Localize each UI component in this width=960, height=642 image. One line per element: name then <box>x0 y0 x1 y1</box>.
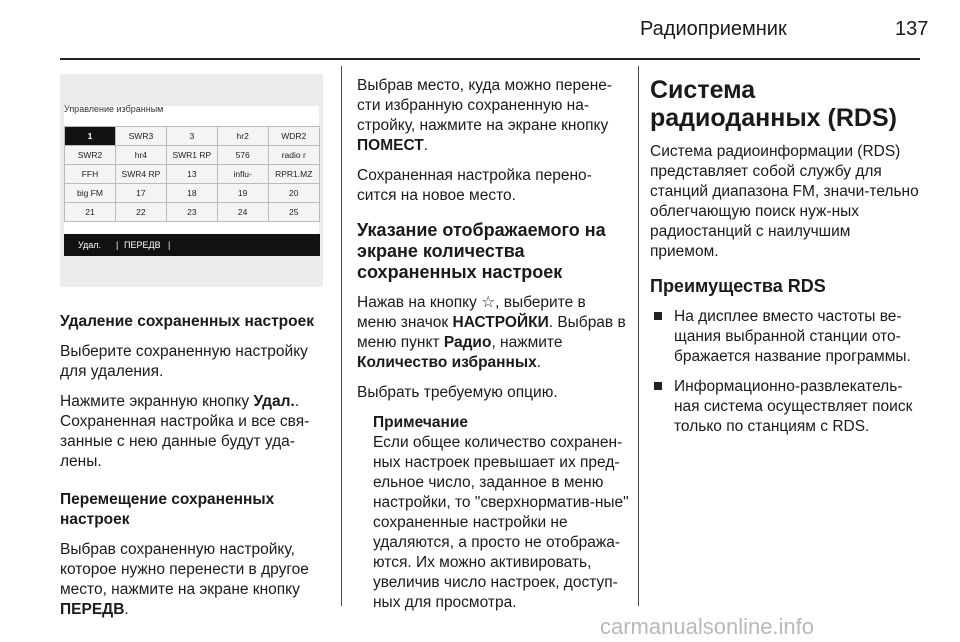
list-item: На дисплее вместо частоты ве-щания выбранной станции ото-бражается название программы. <box>650 307 922 367</box>
grid-cell: radio r <box>268 146 319 165</box>
grid-cell: 22 <box>115 203 166 222</box>
list-item: Информационно-развлекатель-ная система осуществляет поиск только по станциям с RDS. <box>650 377 922 437</box>
heading-rds: Система радиоданных (RDS) <box>650 76 897 132</box>
grid-cell: FFH <box>65 165 116 184</box>
paragraph: Система радиоинформации (RDS) представляет собой службу для станций диапазона FM, значи-тельно облегчающую поиск нуж-ных радиостанций с наилучшим приемом. <box>650 143 919 260</box>
grid-cell: hr4 <box>115 146 166 165</box>
bullet-icon <box>654 312 662 320</box>
grid-row <box>65 184 320 203</box>
column-1 <box>60 312 328 630</box>
grid-row <box>65 146 320 165</box>
page-number: 137 <box>895 18 929 40</box>
grid-row <box>65 203 320 222</box>
heading-count: Указание отображаемого на экране количества сохраненных настроек <box>357 220 606 282</box>
grid-cell: 24 <box>217 203 268 222</box>
advantages-list <box>650 307 922 437</box>
heading-delete: Удаление сохраненных настроек <box>60 313 314 330</box>
screenshot-title: Управление избранным <box>64 104 164 114</box>
heading-advantages: Преимущества RDS <box>650 276 826 296</box>
grid-cell: SWR4 RP <box>115 165 166 184</box>
grid-cell: hr2 <box>217 127 268 146</box>
grid-row <box>65 165 320 184</box>
screenshot-delete-label: Удал. <box>78 240 102 250</box>
grid-cell: 21 <box>65 203 116 222</box>
grid-cell: 13 <box>166 165 217 184</box>
paragraph: Сохраненная настройка перено-сится на новое место. <box>357 167 592 204</box>
grid-row <box>65 127 320 146</box>
note-box <box>357 413 629 613</box>
running-header-title: Радиоприемник <box>640 18 787 40</box>
grid-cell: 1 <box>65 127 116 146</box>
grid-cell: SWR3 <box>115 127 166 146</box>
star-icon: ☆ <box>481 294 496 311</box>
column-divider-2 <box>638 66 639 606</box>
column-2 <box>357 76 629 623</box>
grid-cell: 20 <box>268 184 319 203</box>
bullet-icon <box>654 382 662 390</box>
column-3 <box>650 76 922 447</box>
grid-cell: 3 <box>166 127 217 146</box>
grid-cell: 18 <box>166 184 217 203</box>
paragraph: Нажмите экранную кнопку Удал.. Сохраненная настройка и все свя-занные с нею данные будут уда-лены. <box>60 393 310 470</box>
grid-cell: 17 <box>115 184 166 203</box>
favorites-screenshot <box>60 74 323 287</box>
grid-cell: SWR2 <box>65 146 116 165</box>
grid-cell: 23 <box>166 203 217 222</box>
grid-cell: 576 <box>217 146 268 165</box>
screenshot-action-bar: Удал. | ПЕРЕДВ | <box>64 234 320 256</box>
paragraph: Выбрать требуемую опцию. <box>357 384 558 401</box>
column-divider-1 <box>341 66 342 606</box>
grid-cell: influ- <box>217 165 268 184</box>
grid-cell: SWR1 RP <box>166 146 217 165</box>
paragraph: Нажав на кнопку ☆, выберите в меню значок НАСТРОЙКИ. Выбрав в меню пункт Радио, нажмите Количество избранных. <box>357 294 626 371</box>
paragraph: Выбрав место, куда можно перене-сти избранную сохраненную на-стройку, нажмите на экране кнопку ПОМЕСТ. <box>357 77 613 154</box>
note-text: Если общее количество сохранен-ных настроек превышает их пред-ельное число, заданное в меню настройки, то "сверхнорматив-ные" сохраненные настройки не удаляются, а просто не отобража-ются. Их можно активировать, увеличив число настроек, доступ-ных для просмотра. <box>373 434 629 611</box>
paragraph: Выбрав сохраненную настройку, которое нужно перенести в другое место, нажмите на экране кнопку ПЕРЕДВ. <box>60 541 309 618</box>
grid-cell: 19 <box>217 184 268 203</box>
paragraph: Выберите сохраненную настройку для удаления. <box>60 343 308 380</box>
screenshot-move-label: ПЕРЕДВ <box>124 240 161 250</box>
favorites-grid <box>64 126 320 222</box>
grid-cell: 25 <box>268 203 319 222</box>
grid-cell: big FM <box>65 184 116 203</box>
heading-move: Перемещение сохраненных настроек <box>60 491 275 528</box>
grid-cell: RPR1.MZ <box>268 165 319 184</box>
note-title: Примечание <box>373 414 468 431</box>
watermark: carmanualsonline.info <box>600 614 815 639</box>
grid-cell: WDR2 <box>268 127 319 146</box>
header-rule <box>60 58 920 60</box>
